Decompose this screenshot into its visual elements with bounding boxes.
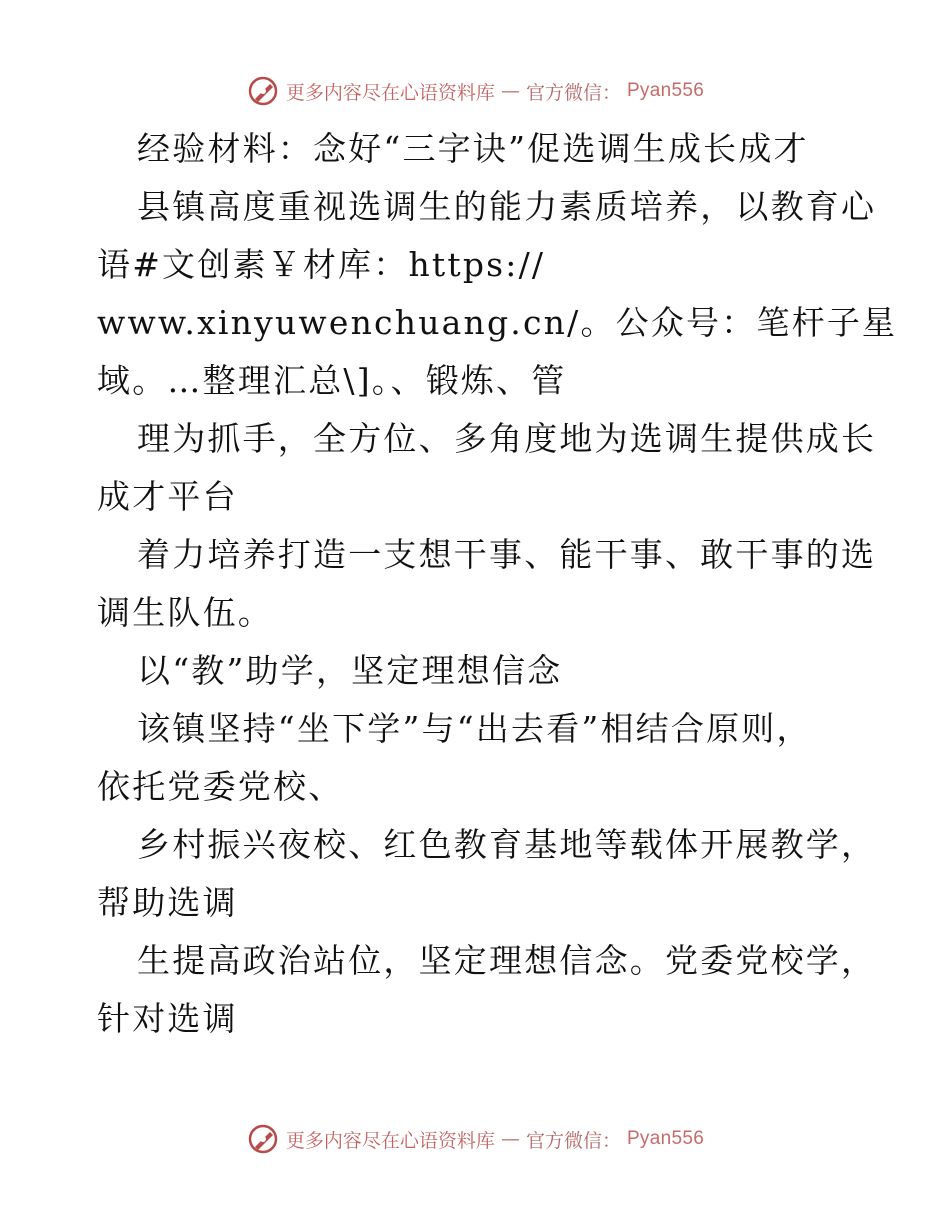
text-line: 理为抓手，全方位、多角度地为选调生提供成长 <box>137 419 877 458</box>
document-body <box>97 120 898 1048</box>
footer-label: 官方微信： <box>525 1129 621 1152</box>
pen-logo-icon <box>246 1122 280 1156</box>
text-line: 帮助选调 <box>97 883 238 922</box>
text-line: 域。…整理汇总\]。、锻炼、管 <box>97 361 567 400</box>
text-line: 语#文创素￥材库：https:// <box>97 245 546 284</box>
footer-wechat-id: Pyan556 <box>626 1128 705 1149</box>
header-label: 官方微信： <box>525 81 621 104</box>
section-heading: 以“教”助学，坚定理想信念 <box>137 651 563 690</box>
footer-title: 更多内容尽在心语资料库 <box>285 1129 495 1152</box>
footer-separator: — <box>500 1128 520 1150</box>
doc-title: 经验材料：念好“三字诀”促选调生成长成才 <box>137 129 809 168</box>
text-line: 着力培养打造一支想干事、能干事、敢干事的选 <box>137 535 877 574</box>
pen-logo-icon <box>246 74 280 108</box>
text-line: 成才平台 <box>97 477 238 516</box>
text-line: 针对选调 <box>97 999 238 1038</box>
text-line: 乡村振兴夜校、红色教育基地等载体开展教学， <box>137 825 877 864</box>
footer-watermark <box>0 1119 950 1159</box>
text-line: 调生队伍。 <box>97 593 273 632</box>
text-line: 依托党委党校、 <box>97 767 344 806</box>
header-separator: — <box>500 80 520 102</box>
text-line: 该镇坚持“坐下学”与“出去看”相结合原则， <box>137 709 812 748</box>
header-watermark <box>0 71 950 111</box>
header-wechat-id: Pyan556 <box>626 80 705 101</box>
text-line: 县镇高度重视选调生的能力素质培养，以教育心 <box>137 187 877 226</box>
text-line: www.xinyuwenchuang.cn/。公众号：笔杆子星 <box>97 303 898 342</box>
header-title: 更多内容尽在心语资料库 <box>285 81 495 104</box>
text-line: 生提高政治站位，坚定理想信念。党委党校学， <box>137 941 877 980</box>
